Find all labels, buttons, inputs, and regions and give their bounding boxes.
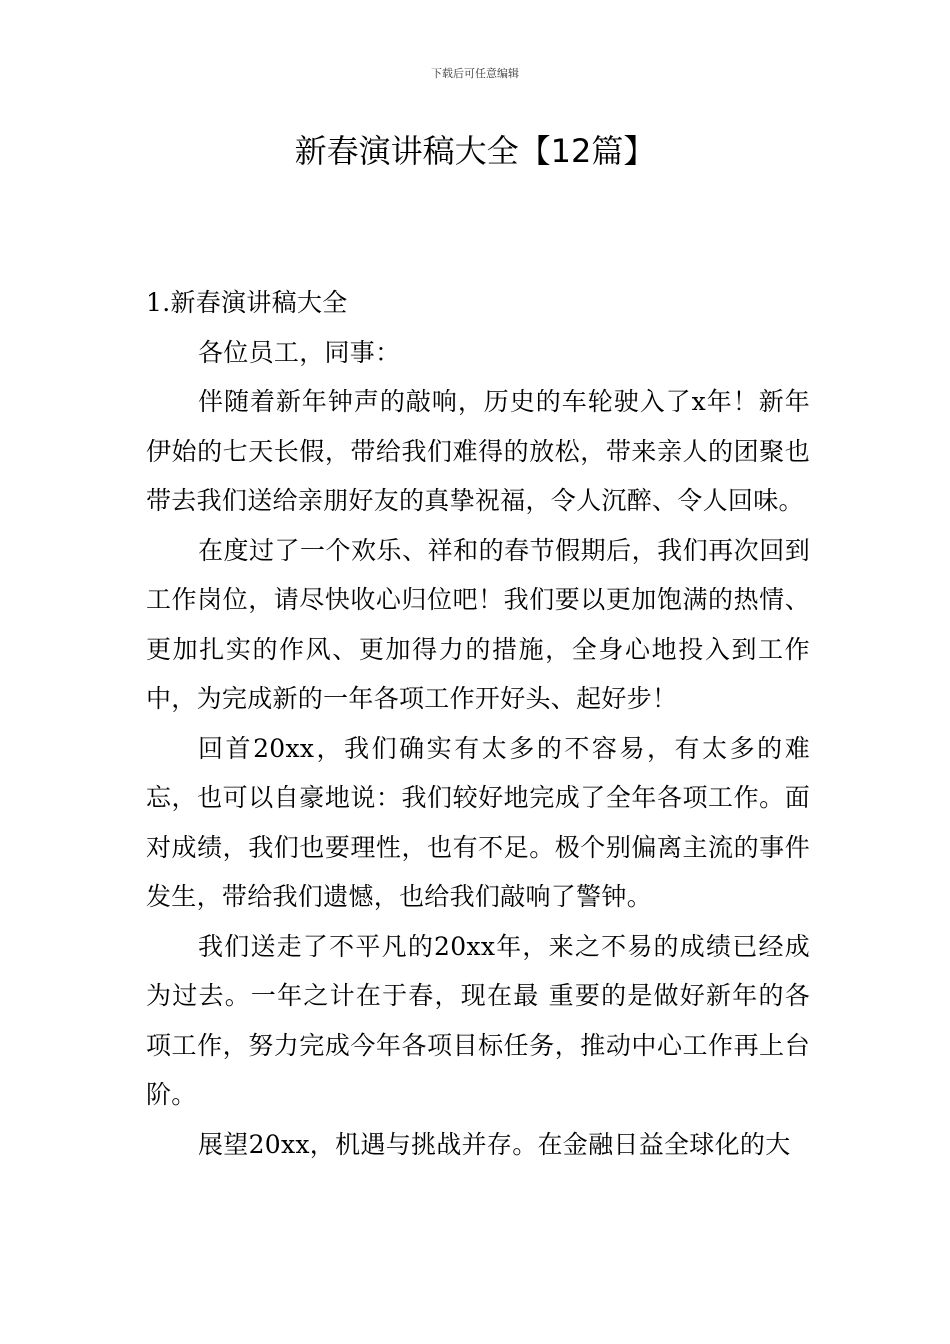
header-note: 下载后可任意编辑	[431, 67, 519, 80]
document-body	[146, 278, 810, 1169]
paragraph: 伴随着新年钟声的敲响，历史的车轮驶入了x年！新年伊始的七天长假，带给我们难得的放松，带来亲人的团聚也带去我们送给亲朋好友的真挚祝福，令人沉醉、令人回味。	[146, 387, 810, 515]
paragraph-salutation: 各位员工，同事：	[198, 337, 401, 367]
paragraph: 我们送走了不平凡的20xx年，来之不易的成绩已经成为过去。一年之计在于春，现在最 重要的是做好新年的各项工作，努力完成今年各项目标任务，推动中心工作再上台阶。	[146, 931, 810, 1109]
paragraph: 回首20xx，我们确实有太多的不容易，有太多的难忘，也可以自豪地说：我们较好地完成了全年各项工作。面对成绩，我们也要理性，也有不足。极个别偏离主流的事件发生，带给我们遗憾，也给我们敲响了警钟。	[146, 733, 810, 911]
document-title: 新春演讲稿大全【12篇】	[294, 132, 656, 170]
paragraph: 展望20xx，机遇与挑战并存。在金融日益全球化的大	[198, 1129, 791, 1159]
paragraph: 在度过了一个欢乐、祥和的春节假期后，我们再次回到工作岗位，请尽快收心归位吧！我们要以更加饱满的热情、更加扎实的作风、更加得力的措施，全身心地投入到工作中，为完成新的一年各项工作开好头、起好步！	[146, 535, 810, 713]
section-heading: 1.新春演讲稿大全	[146, 288, 348, 317]
